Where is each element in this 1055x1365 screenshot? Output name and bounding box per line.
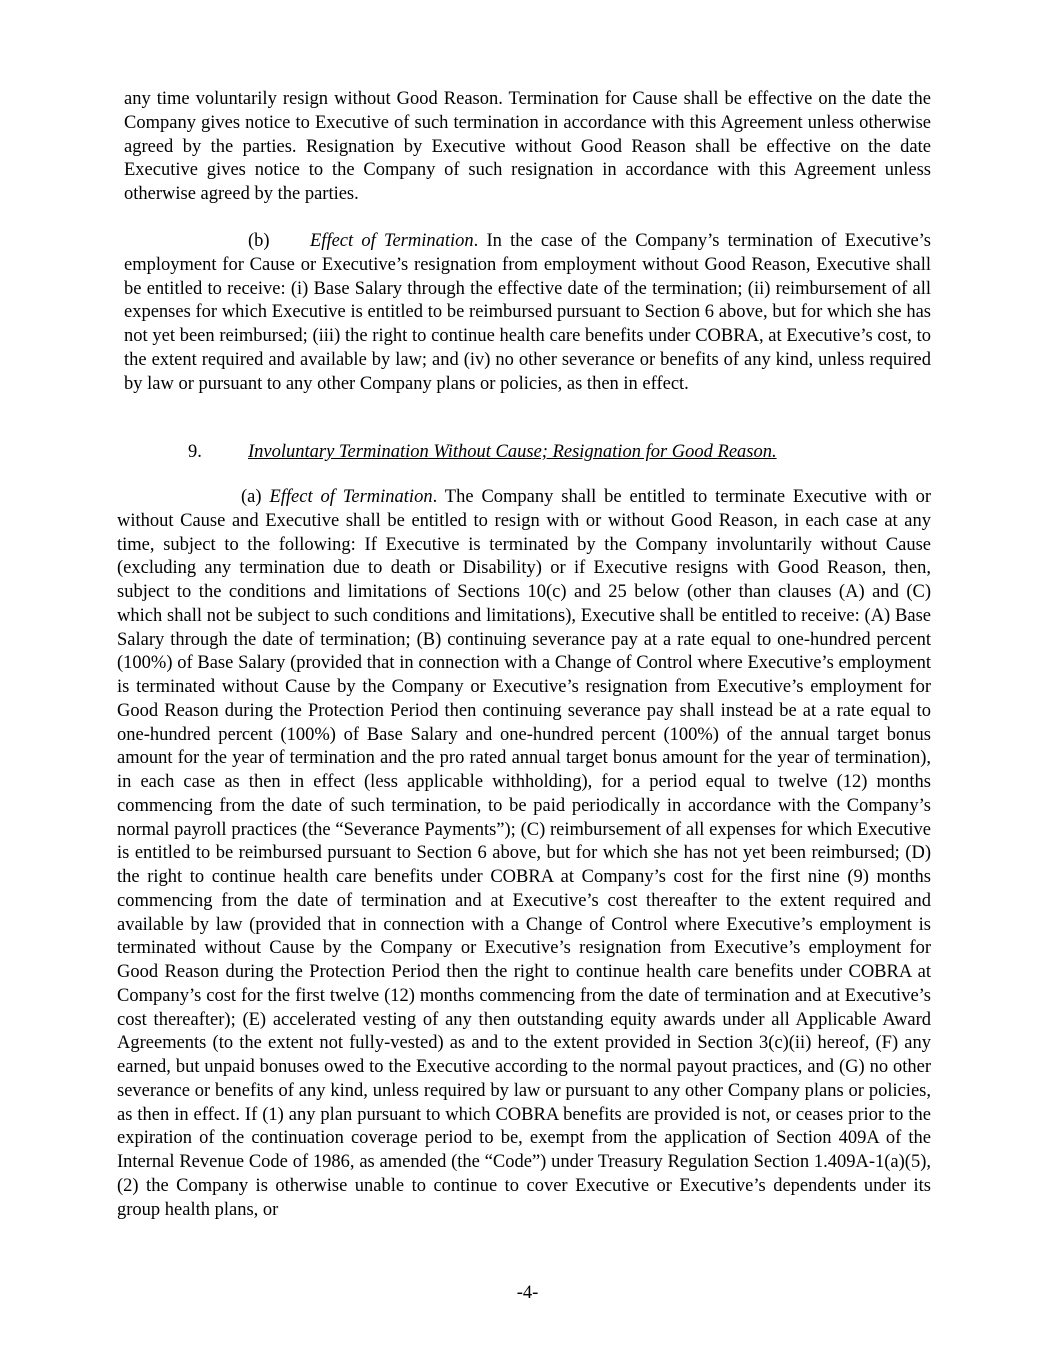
section-9-number: 9. [188,442,202,462]
page-number: -4- [516,1283,539,1303]
section-9-title: Involuntary Termination Without Cause; Resignation for Good Reason. [248,442,777,462]
section-8b-paragraph: (b) Effect of Termination. In the case of the Company’s termination of Executive’s employment for Cause or Executive’s resignation from employment without Good Reason, Executive shall be entitled to receive: (i) Base Salary through the effective date of the termination; (ii) reimbursement of all expenses for which Executive is entitled to be reimbursed pursuant to Section 6 above, but for which she has not yet been reimbursed; (iii) the right to continue health care benefits under COBRA, at Executive’s cost, to the extent required and available by law; and (iv) no other severance or benefits of any kind, unless required by law or pursuant to any other Company plans or policies, as then in effect. [124,231,932,394]
section-8b-label: (b) [248,231,270,251]
section-9a-label: (a) [241,487,262,507]
paragraph-continuation: any time voluntarily resign without Good Reason. Termination for Cause shall be effective on the date the Company gives notice to Executive of such termination in accordance with this Agreement unless otherwise agreed by the parties. Resignation by Executive without Good Reason shall be effective on the date Executive gives notice to the Company of such resignation in accordance with this Agreement unless otherwise agreed by the parties. [124,89,931,204]
section-9a-paragraph: (a) Effect of Termination. The Company shall be entitled to terminate Executive with or without Cause and Executive shall be entitled to resign with or without Good Reason, in each case at any time, subject to the following: If Executive is terminated by the Company involuntarily without Cause (excluding any termination due to death or Disability) or if Executive resigns with Good Reason, then, subject to the conditions and limitations of Sections 10(c) and 25 below (other than clauses (A) and (C) which shall not be subject to such conditions and limitations), Executive shall be entitled to receive: (A) Base Salary through the date of termination; (B) continuing severance pay at a rate equal to one-hundred percent (100%) of Base Salary (provided that in connection with a Change of Control where Executive’s employment is terminated without Cause by the Company or Executive’s resignation from Executive’s employment for Good Reason during the Protection Period then continuing severance pay shall instead be at a rate equal to one-hundred percent (100%) of Base Salary and one-hundred percent (100%) of the annual target bonus amount for the year of termination and the pro rated annual target bonus amount for the year of termination), in each case as then in effect (less applicable withholding), for a period equal to twelve (12) months commencing from the date of such termination, to be paid periodically in accordance with the Company’s normal payroll practices (the “Severance Payments”); (C) reimbursement of all expenses for which Executive is entitled to be reimbursed pursuant to Section 6 above, but for which she has not yet been reimbursed; (D) the right to continue health care benefits under COBRA at Company’s cost for the first nine (9) months commencing from the date of termination and at Executive’s cost thereafter to the extent required and available by law (provided that in connection with a Change of Control where Executive’s employment is terminated without Cause by the Company or Executive’s resignation from Executive’s employment for Good Reason during the Protection Period then the right to continue health care benefits under COBRA at Company’s cost for the first twelve (12) months commencing from the date of termination and at Executive’s cost thereafter); (E) accelerated vesting of any then outstanding equity awards under all Applicable Award Agreements (to the extent not fully-vested) as and to the extent provided in Section 3(c)(ii) hereof, (F) any earned, but unpaid bonuses owed to the Executive according to the normal payout practices, and (G) no other severance or benefits of any kind, unless required by law or pursuant to any other Company plans or policies, as then in effect. If (1) any plan pursuant to which COBRA benefits are provided is not, or ceases prior to the expiration of the continuation coverage period to be, exempt from the application of Section 409A of the Internal Revenue Code of 1986, as amended (the “Code”) under Treasury Regulation Section 1.409A-1(a)(5), (2) the Company is otherwise unable to continue to cover Executive or Executive’s dependents under its group health plans, or [117,487,931,1220]
section-9a-body: The Company shall be entitled to terminate Executive with or without Cause and Executive shall be entitled to resign with or without Good Reason, in each case at any time, subject to the following: If Executive is terminated by the Company involuntarily without Cause (excluding any termination due to death or Disability) or if Executive resigns with Good Reason, then, subject to the conditions and limitations of Sections 10(c) and 25 below (other than clauses (A) and (C) which shall not be subject to such conditions and limitations), Executive shall be entitled to receive: (A) Base Salary through the date of termination; (B) continuing severance pay at a rate equal to one-hundred percent (100%) of Base Salary (provided that in connection with a Change of Control where Executive’s employment is terminated without Cause by the Company or Executive’s resignation from Executive’s employment for Good Reason during the Protection Period then continuing severance pay shall instead be at a rate equal to one-hundred percent (100%) of Base Salary and one-hundred percent (100%) of the annual target bonus amount for the year of termination and the pro rated annual target bonus amount for the year of termination), in each case as then in effect (less applicable withholding), for a period equal to twelve (12) months commencing from the date of such termination, to be paid periodically in accordance with the Company’s normal payroll practices (the “Severance Payments”); (C) reimbursement of all expenses for which Executive is entitled to be reimbursed pursuant to Section 6 above, but for which she has not yet been reimbursed; (D) the right to continue health care benefits under COBRA at Company’s cost for the first nine (9) months commencing from the date of termination and at Executive’s cost thereafter to the extent required and available by law (provided that in connection with a Change of Control where Executive’s employment is terminated without Cause by the Company or Executive’s resignation from Executive’s employment for Good Reason during the Protection Period then the right to continue health care benefits under COBRA at Company’s cost for the first twelve (12) months commencing from the date of termination and at Executive’s cost thereafter); (E) accelerated vesting of any then outstanding equity awards under all Applicable Award Agreements (to the extent not fully-vested) as and to the extent provided in Section 3(c)(ii) hereof, (F) any earned, but unpaid bonuses owed to the Executive according to the normal payout practices, and (G) no other severance or benefits of any kind, unless required by law or pursuant to any other Company plans or policies, as then in effect. If (1) any plan pursuant to which COBRA benefits are provided is not, or ceases prior to the expiration of the continuation coverage period to be, exempt from the application of Section 409A of the Internal Revenue Code of 1986, as amended (the “Code”) under Treasury Regulation Section 1.409A-1(a)(5), (2) the Company is otherwise unable to continue to cover Executive or Executive’s dependents under its group health plans, or [117,487,931,1220]
section-8b-body: In the case of the Company’s termination of Executive’s employment for Cause or Executive’s resignation from employment without Good Reason, Executive shall be entitled to receive: (i) Base Salary through the effective date of the termination; (ii) reimbursement of all expenses for which Executive is entitled to be reimbursed pursuant to Section 6 above, but for which she has not yet been reimbursed; (iii) the right to continue health care benefits under COBRA, at Executive’s cost, to the extent required and available by law; and (iv) no other severance or benefits of any kind, unless required by law or pursuant to any other Company plans or policies, as then in effect. [124,231,932,394]
section-9-heading [188,441,777,465]
section-8b-title: Effect of Termination [310,231,474,251]
section-9a-title: Effect of Termination [269,487,433,507]
